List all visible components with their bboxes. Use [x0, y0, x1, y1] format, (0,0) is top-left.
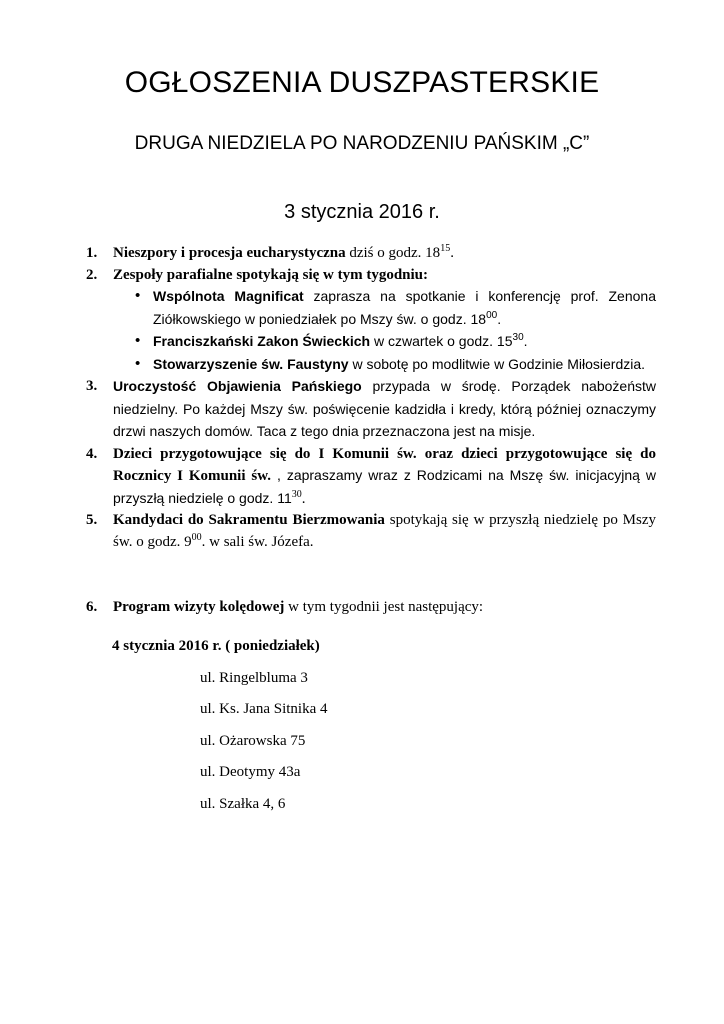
item-text-after: . — [450, 245, 454, 261]
item-heading: Zespoły parafialne spotykają się w tym tygodniu: — [113, 266, 429, 283]
item-text: w tym tygodnii jest następujący: — [284, 599, 484, 615]
visit-street: ul. Ożarowska 75 — [200, 733, 306, 749]
announcement-item-2 — [86, 265, 656, 377]
item-number: 2. — [86, 266, 98, 283]
announcement-item-5 — [86, 510, 656, 553]
group-list — [113, 286, 656, 376]
item-text-after: . — [301, 490, 306, 507]
visit-street: ul. Szałka 4, 6 — [200, 796, 286, 812]
announcement-item-1 — [86, 243, 656, 265]
group-name: Stowarzyszenie św. Faustyny — [153, 355, 349, 372]
group-text-after: . — [523, 333, 528, 349]
item-number: 1. — [86, 245, 98, 261]
announcement-item-3 — [86, 376, 656, 444]
visit-date: 4 stycznia 2016 r. ( poniedziałek) — [112, 638, 320, 654]
item-number: 5. — [86, 512, 98, 528]
item-heading: Dzieci przygotowujące się do I Komunii św. oraz dzieci przygotowujące się do Rocznicy I Komunii św. — [113, 445, 656, 484]
visit-street: ul. Ks. Jana Sitnika 4 — [200, 701, 328, 717]
item-text: dziś o godz. 18 — [345, 245, 441, 261]
item-text: przypada w środę. Porządek nabożeństw niedzielny. Po każdej Mszy św. poświęcenie kadzidła i kredy, którą później oznaczymy drzwi naszych domów. Taca z tego dnia przeznaczona jest na misje. — [113, 378, 656, 439]
item-heading: Kandydaci do Sakramentu Bierzmowania — [113, 512, 385, 528]
group-time-sup: 30 — [512, 332, 524, 343]
item-number: 4. — [86, 445, 98, 462]
group-name: Wspólnota Magnificat — [153, 288, 304, 304]
bullet-icon: • — [135, 288, 141, 304]
group-text: zaprasza na spotkanie i konferencję prof. Zenona Ziółkowskiego w poniedziałek po Mszy św. o godz. 18 — [153, 288, 656, 327]
group-item-faustyna — [86, 354, 656, 377]
announcements-list — [86, 243, 656, 553]
bullet-icon: • — [135, 355, 141, 372]
group-text: w czwartek o godz. 15 — [370, 333, 513, 349]
visit-street: ul. Deotymy 43a — [200, 764, 301, 780]
page-title: OGŁOSZENIA DUSZPASTERSKIE — [124, 66, 600, 99]
visit-street: ul. Ringelbluma 3 — [200, 670, 308, 686]
item-time-sup: 30 — [291, 488, 302, 500]
announcement-date: 3 stycznia 2016 r. — [284, 201, 440, 223]
item-time-sup: 15 — [440, 243, 451, 254]
group-text: w sobotę po modlitwie w Godzinie Miłosierdzia. — [348, 355, 646, 372]
item-heading: Uroczystość Objawienia Pańskiego — [113, 378, 362, 394]
item-text: , zapraszamy wraz z Rodzicami na Mszę św. inicjacyjną w przyszłą niedzielę o godz. 11 — [113, 467, 657, 506]
item-text-after: . w sali św. Józefa. — [201, 533, 314, 550]
group-name: Franciszkański Zakon Świeckich — [153, 333, 371, 349]
item-number: 3. — [86, 378, 98, 394]
page-subtitle: DRUGA NIEDZIELA PO NARODZENIU PAŃSKIM „C” — [134, 133, 590, 154]
item-text: spotykają się w przyszłą niedzielę po Mszy św. o godz. 9 — [113, 512, 656, 550]
item-number: 6. — [86, 599, 98, 615]
group-text-after: . — [497, 310, 502, 327]
group-item-magnificat — [86, 286, 656, 331]
group-time-sup: 00 — [486, 309, 498, 321]
announcement-item-4 — [86, 444, 656, 511]
item-heading: Program wizyty kolędowej — [113, 599, 285, 615]
announcement-item-6 — [86, 597, 683, 619]
item-time-sup: 00 — [191, 531, 202, 543]
item-heading: Nieszpory i procesja eucharystyczna — [113, 245, 346, 261]
bullet-icon: • — [135, 333, 141, 349]
group-item-fzs — [86, 331, 656, 354]
